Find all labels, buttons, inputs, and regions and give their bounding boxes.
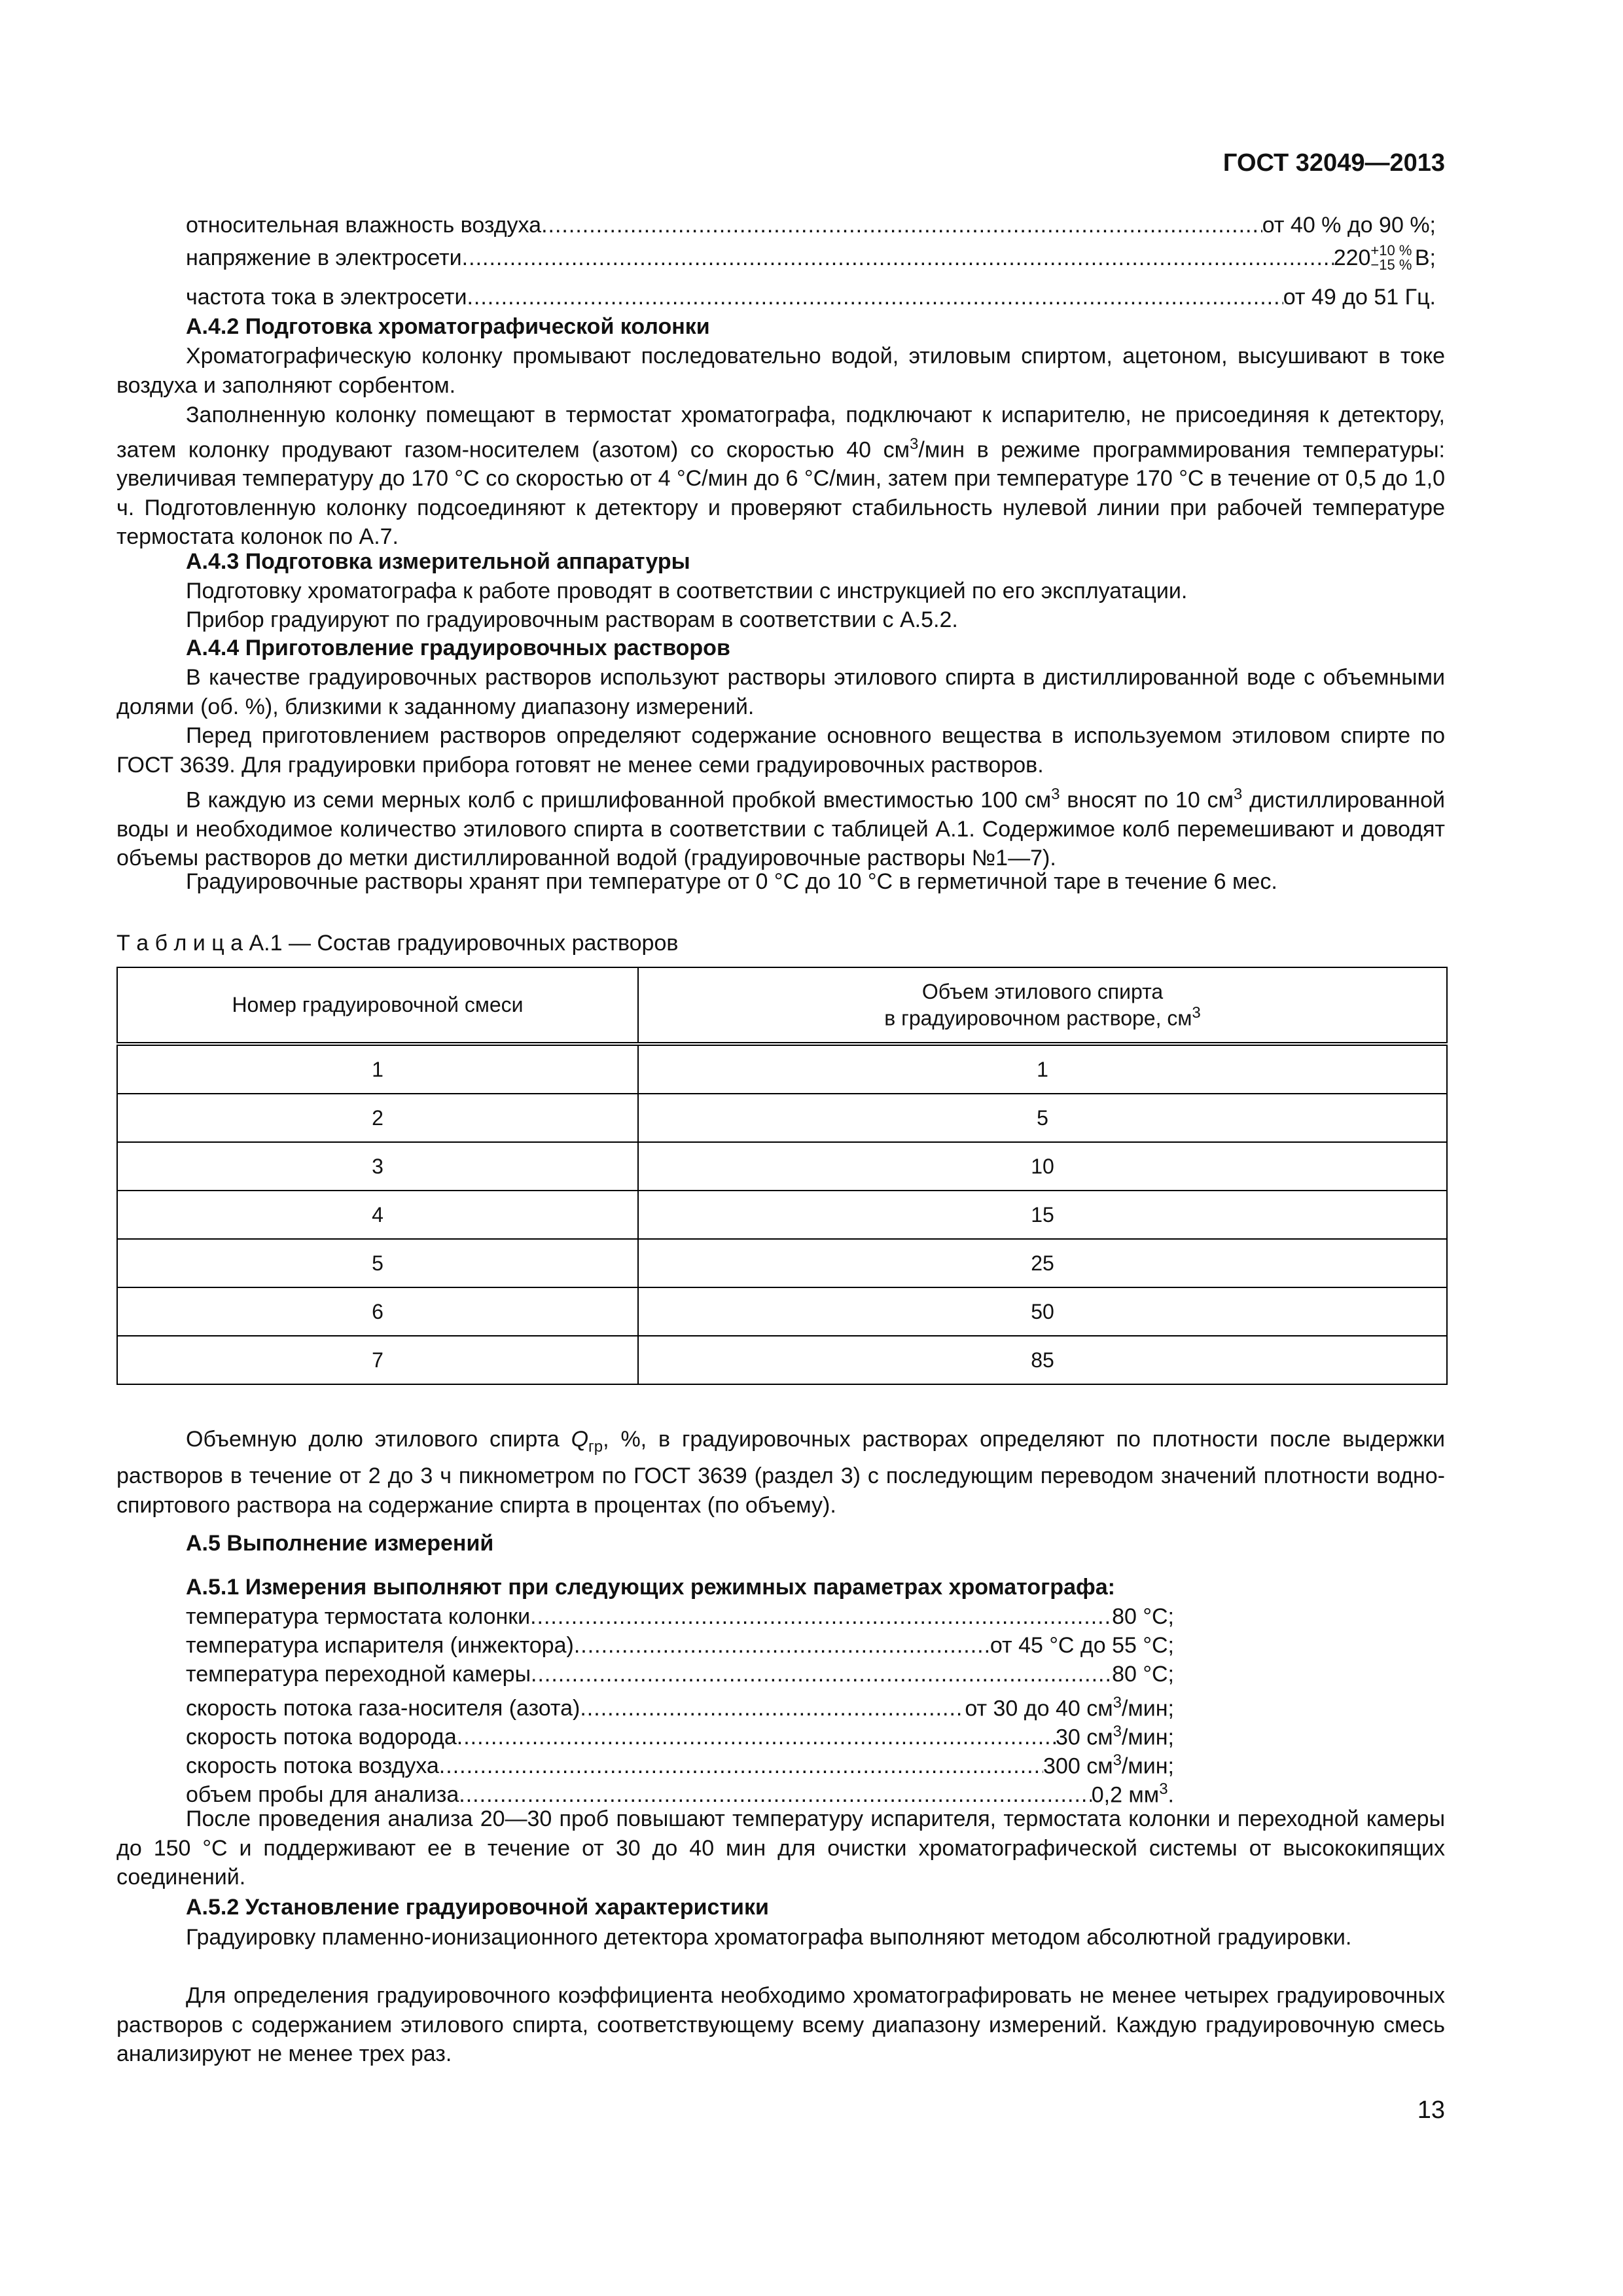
condition-frequency xyxy=(186,283,1436,312)
param-label: скорость потока водорода xyxy=(186,1725,457,1750)
table-cell: 1 xyxy=(117,1044,638,1094)
table-cell: 10 xyxy=(638,1142,1447,1191)
paragraph: Прибор градуируют по градуировочным растворам в соответствии с А.5.2. xyxy=(186,607,958,632)
paragraph: Перед приготовлением растворов определяют содержание основного вещества в используемом этиловом спирте по ГОСТ 3639. Для градуировки прибора готовят не менее семи градуировочных растворов. xyxy=(116,723,1445,778)
table-row xyxy=(117,1094,1447,1142)
table-cell: 5 xyxy=(117,1239,638,1287)
param-line xyxy=(186,1602,1174,1631)
param-label: температура испарителя (инжектора) xyxy=(186,1633,574,1658)
table-cell: 15 xyxy=(638,1191,1447,1239)
param-value: 30 $см^3$/мин; xyxy=(1055,1723,1174,1750)
param-label: скорость потока газа-носителя (азота) xyxy=(186,1696,580,1721)
param-label: скорость потока воздуха xyxy=(186,1753,439,1779)
table-row xyxy=(117,1142,1447,1191)
paragraph: Заполненную колонку помещают в термостат хроматографа, подключают к испарителю, не присоединяя к детектору, затем колонку продувают газом-носителем (азотом) со скоростью 40 $см^3$/мин в режиме программирования температуры: увеличивая температуру до 170 °С со скоростью от 4 °С/мин до 6 °С/мин, затем при температуре 170 °С в течение от 0,5 до 1,0 ч. Подготовленную колонку подсоединяют к детектору и проверяют стабильность нулевой линии при рабочей температуре термостата колонок по А.7. xyxy=(116,403,1446,550)
table-cell: 85 xyxy=(638,1336,1447,1384)
paragraph: После проведения анализа 20—30 проб повышают температуру испарителя, термостата колонки и переходной камеры до 150 °С и поддерживают ее в течение от 30 до 40 мин для очистки хроматографической системы от высококипящих соединений. xyxy=(116,1806,1445,1890)
table-cell: 6 xyxy=(117,1287,638,1336)
table-header-cell: Объем этилового спирта в градуировочном растворе, $см^3$ xyxy=(638,967,1447,1044)
table-cell: 5 xyxy=(638,1094,1447,1142)
param-label: температура термостата колонки xyxy=(186,1604,531,1629)
condition-value: 220 +10 % −15 % В; xyxy=(1333,242,1436,273)
param-value: 80 °С; xyxy=(1112,1662,1174,1687)
section-heading-a52: А.5.2 Установление градуировочной характеристики xyxy=(186,1895,769,1920)
table-cell: 50 xyxy=(638,1287,1447,1336)
condition-value: от 40 % до 90 %; xyxy=(1262,213,1436,238)
paragraph: Для определения градуировочного коэффициента необходимо хроматографировать не менее четырех градуировочных растворов с содержанием этилового спирта, соответствующему всему диапазону измерений. Каждую градуировочную смесь анализируют не менее трех раз. xyxy=(116,1983,1445,2066)
table-cell: 3 xyxy=(117,1142,638,1191)
table-row xyxy=(117,1191,1447,1239)
condition-humidity xyxy=(186,211,1436,240)
param-value: от 30 до 40 $см^3$/мин; xyxy=(965,1694,1174,1721)
paragraph: Градуировочные растворы хранят при температуре от 0 °С до 10 °С в герметичной таре в течение 6 мес. xyxy=(186,869,1277,894)
condition-label: относительная влажность воздуха xyxy=(186,213,542,238)
param-line xyxy=(186,1631,1174,1660)
param-value: 300 $см^3$/мин; xyxy=(1043,1751,1174,1779)
paragraph: Хроматографическую колонку промывают последовательно водой, этиловым спиртом, ацетоном, высушивают в токе воздуха и заполняют сорбентом. xyxy=(116,344,1445,398)
table-cell: 2 xyxy=(117,1094,638,1142)
param-value: 80 °С; xyxy=(1112,1604,1174,1629)
section-heading-a442: А.4.2 Подготовка хроматографической колонки xyxy=(186,314,710,339)
table-caption: Т а б л и ц а А.1 — Состав градуировочных растворов xyxy=(116,931,679,956)
param-value: 0,2 $мм^3$. xyxy=(1091,1780,1174,1808)
table-row xyxy=(117,1287,1447,1336)
section-heading-a443: А.4.3 Подготовка измерительной аппаратуры xyxy=(186,549,690,574)
table-header-cell: Номер градуировочной смеси xyxy=(117,967,638,1044)
section-heading-a444: А.4.4 Приготовление градуировочных растворов xyxy=(186,636,730,660)
calibration-table xyxy=(116,967,1448,1385)
paragraph: Подготовку хроматографа к работе проводят в соответствии с инструкцией по его эксплуатации. xyxy=(186,579,1188,603)
document-number: ГОСТ 32049—2013 xyxy=(1222,149,1445,177)
paragraph: В качестве градуировочных растворов используют растворы этилового спирта в дистиллированной воде с объемными долями (об. %), близкими к заданному диапазону измерений. xyxy=(116,665,1445,719)
param-line xyxy=(186,1660,1174,1689)
table-row xyxy=(117,1239,1447,1287)
table-cell: 25 xyxy=(638,1239,1447,1287)
param-label: объем пробы для анализа xyxy=(186,1782,459,1808)
condition-value: от 49 до 51 Гц. xyxy=(1283,285,1436,310)
table-cell: 7 xyxy=(117,1336,638,1384)
param-label: температура переходной камеры xyxy=(186,1662,531,1687)
paragraph: Градуировку пламенно-ионизационного детектора хроматографа выполняют методом абсолютной градуировки. xyxy=(186,1925,1352,1950)
page-number: 13 xyxy=(1417,2096,1445,2124)
condition-voltage xyxy=(186,243,1436,272)
section-heading-a5: А.5 Выполнение измерений xyxy=(186,1531,494,1556)
table-cell: 4 xyxy=(117,1191,638,1239)
table-row xyxy=(117,1044,1447,1094)
paragraph: В каждую из семи мерных колб с пришлифованной пробкой вместимостью 100 $см^3$ вносят по 10 $см^3$ дистиллированной воды и необходимое количество этилового спирта в соответствии с таблицей А.1. Содержимое колб перемешивают и доводят объемы растворов до метки дистиллированной водой (градуировочные растворы №1—7). xyxy=(116,785,1446,871)
table-cell: 1 xyxy=(638,1044,1447,1094)
param-value: от 45 °С до 55 °С; xyxy=(990,1633,1174,1658)
condition-label: частота тока в электросети xyxy=(186,285,467,310)
table-header-row xyxy=(117,967,1447,1044)
paragraph: Объемную долю этилового спирта $Q_{гр}$, %, в градуировочных растворах определяют по плотности после выдержки растворов в течение от 2 до 3 ч пикнометром по ГОСТ 3639 (раздел 3) с последующим переводом значений плотности водно-спиртового раствора на содержание спирта в процентах (по объему). xyxy=(116,1427,1445,1518)
table-row xyxy=(117,1336,1447,1384)
section-heading-a51: А.5.1 Измерения выполняют при следующих режимных параметрах хроматографа: xyxy=(186,1575,1115,1600)
condition-label: напряжение в электросети xyxy=(186,245,462,270)
